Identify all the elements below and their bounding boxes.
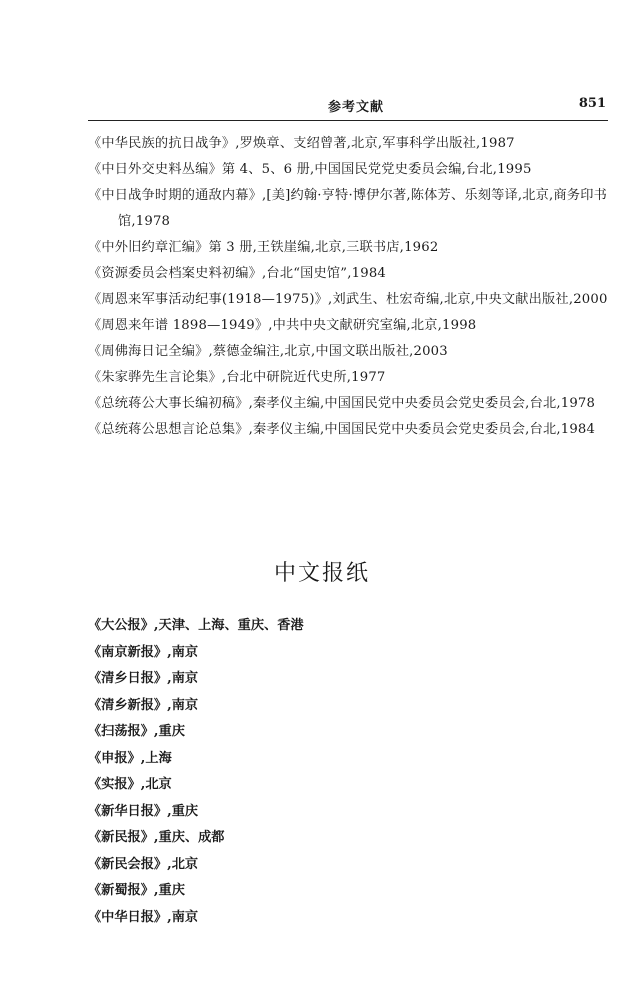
reference-list [88, 131, 610, 443]
reference-entry: 《中日外交史料丛编》第 4、5、6 册,中国国民党党史委员会编,台北,1995 [88, 162, 532, 177]
reference-entry: 《周恩来年谱 1898—1949》,中共中央文献研究室编,北京,1998 [88, 318, 477, 333]
newspaper-entry: 《中华日报》,南京 [88, 909, 199, 925]
running-title: 参考文献 [328, 100, 385, 115]
reference-entry: 《总统蒋公大事长编初稿》,秦孝仪主编,中国国民党中央委员会党史委员会,台北,1978 [88, 396, 596, 411]
newspaper-entry: 《大公报》,天津、上海、重庆、香港 [88, 618, 304, 633]
newspaper-entry: 《新华日报》,重庆 [88, 803, 199, 819]
newspaper-entry: 《新蜀报》,重庆 [88, 883, 185, 898]
newspaper-entry: 《新民报》,重庆、成都 [88, 830, 225, 845]
reference-entry: 《中外旧约章汇编》第 3 册,王铁崖编,北京,三联书店,1962 [88, 240, 439, 255]
reference-entry: 《总统蒋公思想言论总集》,秦孝仪主编,中国国民党中央委员会党史委员会,台北,1984 [88, 422, 596, 437]
newspaper-entry: 《扫荡报》,重庆 [88, 724, 185, 739]
page-header [88, 96, 608, 118]
reference-entry: 《中华民族的抗日战争》,罗焕章、支绍曾著,北京,军事科学出版社,1987 [88, 136, 515, 151]
newspaper-entry: 《申报》,上海 [88, 750, 172, 766]
newspaper-entry: 《南京新报》,南京 [88, 644, 199, 660]
reference-entry: 《周恩来军事活动纪事(1918—1975)》,刘武生、杜宏奇编,北京,中央文献出版社,2000 [88, 292, 608, 307]
newspaper-entry: 《清乡日报》,南京 [88, 671, 199, 686]
header-rule [88, 120, 608, 121]
reference-entry: 《周佛海日记全编》,蔡德金编注,北京,中国文联出版社,2003 [88, 344, 448, 359]
reference-entry: 《朱家骅先生言论集》,台北中研院近代史所,1977 [88, 370, 386, 385]
reference-entry: 《中日战争时期的通敌内幕》,[美]约翰·亨特·博伊尔著,陈体芳、乐刻等译,北京,商务印书馆,1978 [88, 188, 607, 229]
newspaper-list [88, 613, 608, 931]
page-number: 851 [578, 96, 606, 111]
reference-entry: 《资源委员会档案史料初编》,台北“国史馆”,1984 [88, 266, 387, 281]
newspaper-entry: 《新民会报》,北京 [88, 856, 199, 872]
section-title: 中文报纸 [273, 561, 370, 586]
newspaper-entry: 《实报》,北京 [88, 777, 172, 792]
newspaper-entry: 《清乡新报》,南京 [88, 697, 199, 713]
